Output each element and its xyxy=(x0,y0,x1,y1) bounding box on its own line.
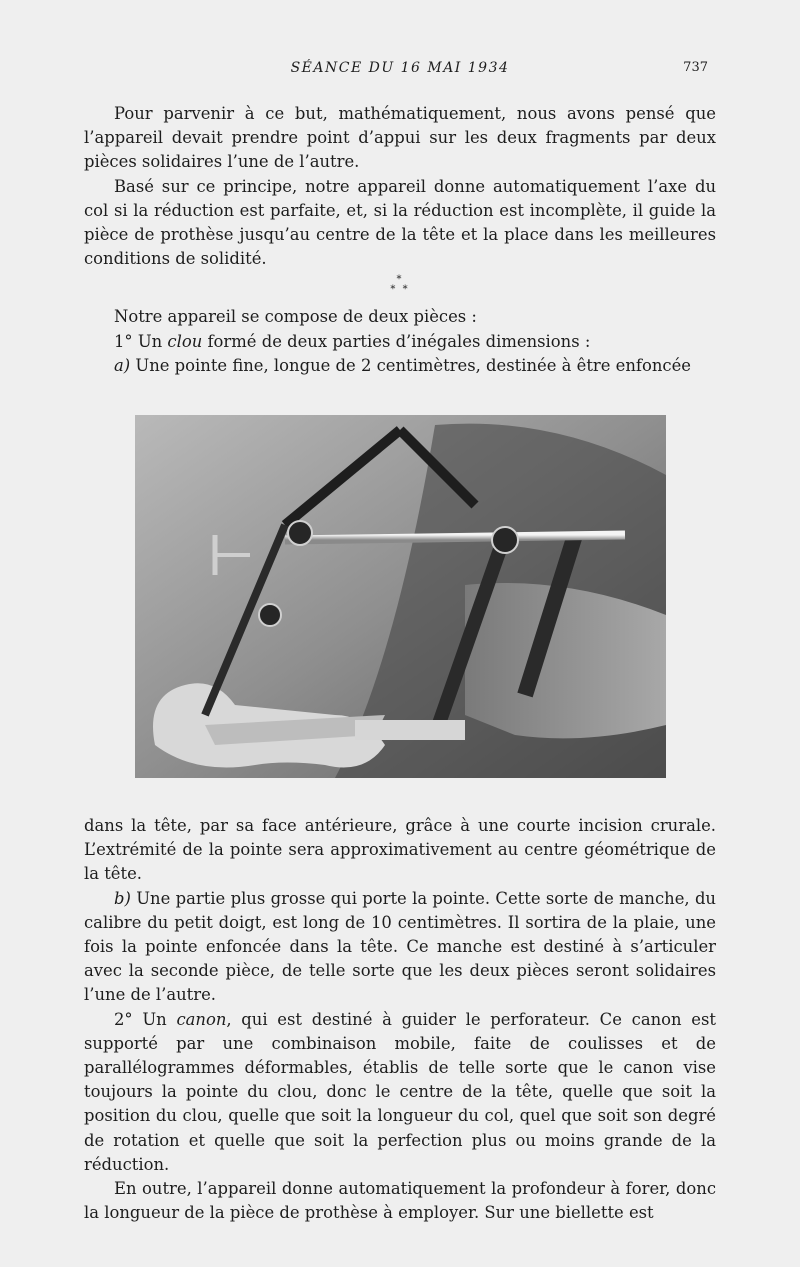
page-number: 737 xyxy=(683,60,708,75)
item-1-post: formé de deux parties d’inégales dimensions : xyxy=(202,331,591,351)
list-intro: Notre appareil se compose de deux pièces : xyxy=(114,307,477,327)
item-1a xyxy=(84,354,716,378)
item-1-pre: Un xyxy=(132,331,168,351)
item-1b xyxy=(84,887,716,1008)
item-2 xyxy=(84,1008,716,1177)
item-2-number: 2° xyxy=(114,1009,133,1029)
item-1a-continued: dans la tête, par sa face antérieure, grâce à une courte incision crurale. L’extrémité de la pointe sera approximativement au centre géométrique de la tête. xyxy=(84,816,716,884)
item-1b-text: Une partie plus grosse qui porte la pointe. Cette sorte de manche, du calibre du petit doigt, est long de 10 centimètres. Il sortira de la plaie, une fois la pointe enfoncée dans la tête. Ce manche est destiné à s’articuler avec la seconde pièce, de telle sorte que les deux pièces seront solidaires l’une de l’autre. xyxy=(84,888,716,1005)
item-2-pre: Un xyxy=(132,1009,177,1029)
apparatus-photograph xyxy=(135,415,666,778)
asterism-bottom: * * xyxy=(390,284,410,296)
closing-paragraph: En outre, l’appareil donne automatiquement la profondeur à forer, donc la longueur de la pièce de prothèse à employer. Sur une biellette est xyxy=(84,1179,716,1223)
paragraph-1: Pour parvenir à ce but, mathématiquement, nous avons pensé que l’appareil devait prendre point d’appui sur les deux fragments par deux pièces solidaires l’une de l’autre. xyxy=(84,104,716,172)
item-2-term: canon xyxy=(176,1009,227,1029)
item-2-post: , qui est destiné à guider le perforateur. Ce canon est supporté par une combinaison mobile, faite de coulisses et de parallélogrammes déformables, établis de telle sorte que le canon vise toujours la pointe du clou, donc le centre de la tête, quelle que soit la position du clou, quelle que soit la longueur du col, quel que soit son degré de rotation et quelle que soit la perfection plus ou moins grande de la réduction. xyxy=(84,1009,716,1174)
running-title: SÉANCE DU 16 MAI 1934 xyxy=(290,60,510,76)
text-block-bottom xyxy=(84,814,716,1225)
paragraph-2: Basé sur ce principe, notre appareil donne automatiquement l’axe du col si la réduction est parfaite, et, si la réduction est incomplète, il guide la pièce de prothèse jusqu’au centre de la tête et la place dans les meilleures conditions de solidité. xyxy=(84,176,716,269)
item-1-term: clou xyxy=(167,331,203,351)
asterism xyxy=(84,275,716,295)
item-1-number: 1° xyxy=(114,331,133,351)
item-1a-letter: a) xyxy=(114,355,131,375)
asterism-top: * xyxy=(396,274,404,286)
item-1a-text: Une pointe fine, longue de 2 centimètres, destinée à être enfoncée xyxy=(130,355,691,375)
item-1 xyxy=(84,330,716,354)
item-1b-letter: b) xyxy=(114,888,131,908)
text-block-top xyxy=(84,102,716,378)
page-header xyxy=(0,60,800,82)
